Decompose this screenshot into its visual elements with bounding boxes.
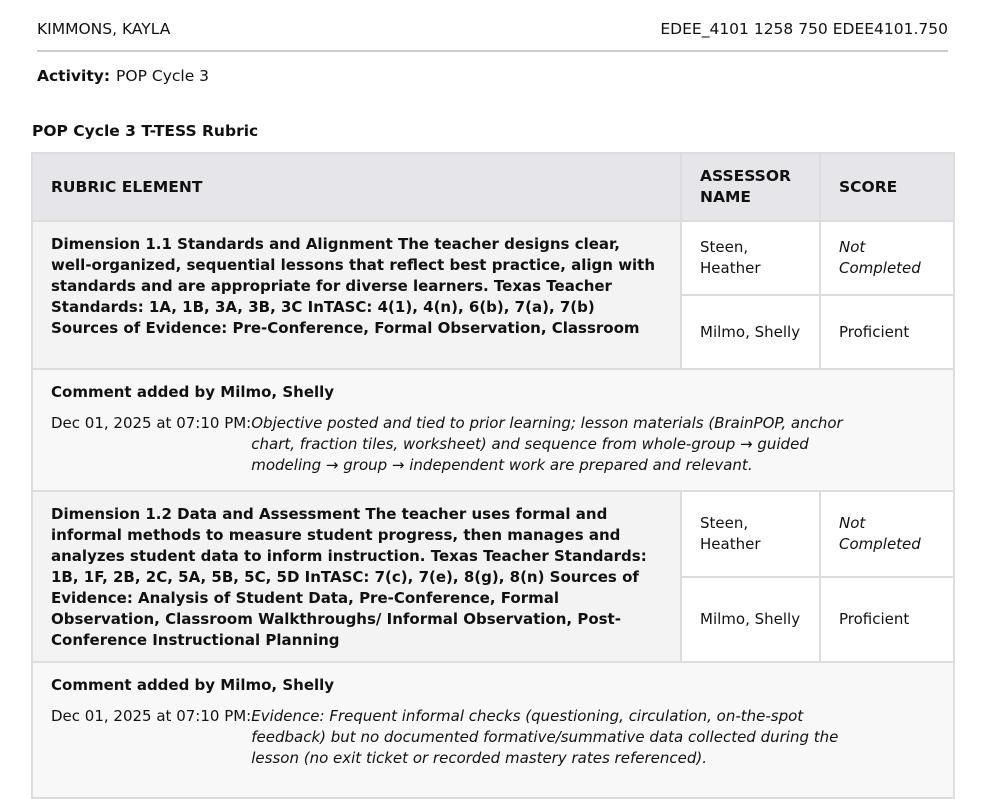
table-row (32, 221, 954, 295)
activity-value: POP Cycle 3 (116, 67, 210, 85)
comment (32, 369, 954, 491)
comment-heading: Comment added by Milmo, Shelly (51, 676, 335, 694)
course-code: EDEE_4101 1258 750 EDEE4101.750 (660, 20, 948, 38)
comment-row (32, 369, 954, 491)
comment-date: Dec 01, 2025 at 07:10 PM: (51, 414, 252, 432)
assessor-name: Steen, Heather (681, 491, 820, 577)
table-header-row (32, 153, 954, 221)
score: Proficient (820, 295, 954, 369)
rubric-title: POP Cycle 3 T-TESS Rubric (32, 122, 259, 140)
rubric-table (31, 152, 955, 799)
score (820, 221, 954, 295)
comment-date: Dec 01, 2025 at 07:10 PM: (51, 707, 252, 725)
assessor-name: Milmo, Shelly (681, 295, 820, 369)
comment-heading: Comment added by Milmo, Shelly (51, 383, 335, 401)
assessor-name: Steen, Heather (681, 221, 820, 295)
score-value: Not Completed (839, 238, 921, 277)
rubric-element: Dimension 1.1 Standards and Alignment The teacher designs clear, well-organized, sequential lessons that reflect best practice, align with standards and are appropriate for diverse learners. Texas Teacher Standards: 1A, 1B, 3A, 3B, 3C InTASC: 4(1), 4(n), 6(b), 7(a), 7(b) Sources of Evidence: Pre-Conference, Formal Observation, Classroom (32, 221, 681, 369)
comment-text: Evidence: Frequent informal checks (questioning, circulation, on-the-spot feedback) but no documented formative/summative data collected during the lesson (no exit ticket or recorded mastery rates referenced). (251, 707, 839, 767)
comment-row (32, 662, 954, 798)
score (820, 491, 954, 577)
score-value: Not Completed (839, 514, 921, 553)
comment-text: Objective posted and tied to prior learning; lesson materials (BrainPOP, anchor chart, fraction tiles, worksheet) and sequence from whole-group → guided modeling → group → independent work are prepared and relevant. (251, 414, 843, 474)
comment (32, 662, 954, 798)
column-header-score: SCORE (820, 153, 954, 221)
report-header (37, 20, 948, 52)
activity-label: Activity: (37, 67, 111, 85)
score: Proficient (820, 577, 954, 662)
student-name: KIMMONS, KAYLA (37, 20, 171, 38)
column-header-element: RUBRIC ELEMENT (32, 153, 681, 221)
table-row (32, 491, 954, 577)
activity-line (37, 67, 209, 85)
rubric-element: Dimension 1.2 Data and Assessment The teacher uses formal and informal methods to measure student progress, then manages and analyzes student data to inform instruction. Texas Teacher Standards: 1B, 1F, 2B, 2C, 5A, 5B, 5C, 5D InTASC: 7(c), 7(e), 8(g), 8(n) Sources of Evidence: Analysis of Student Data, Pre-Conference, Formal Observation, Classroom Walkthroughs/ Informal Observation, Post-Conference Instructional Planning (32, 491, 681, 662)
assessor-name: Milmo, Shelly (681, 577, 820, 662)
column-header-assessor: ASSESSOR NAME (681, 153, 820, 221)
